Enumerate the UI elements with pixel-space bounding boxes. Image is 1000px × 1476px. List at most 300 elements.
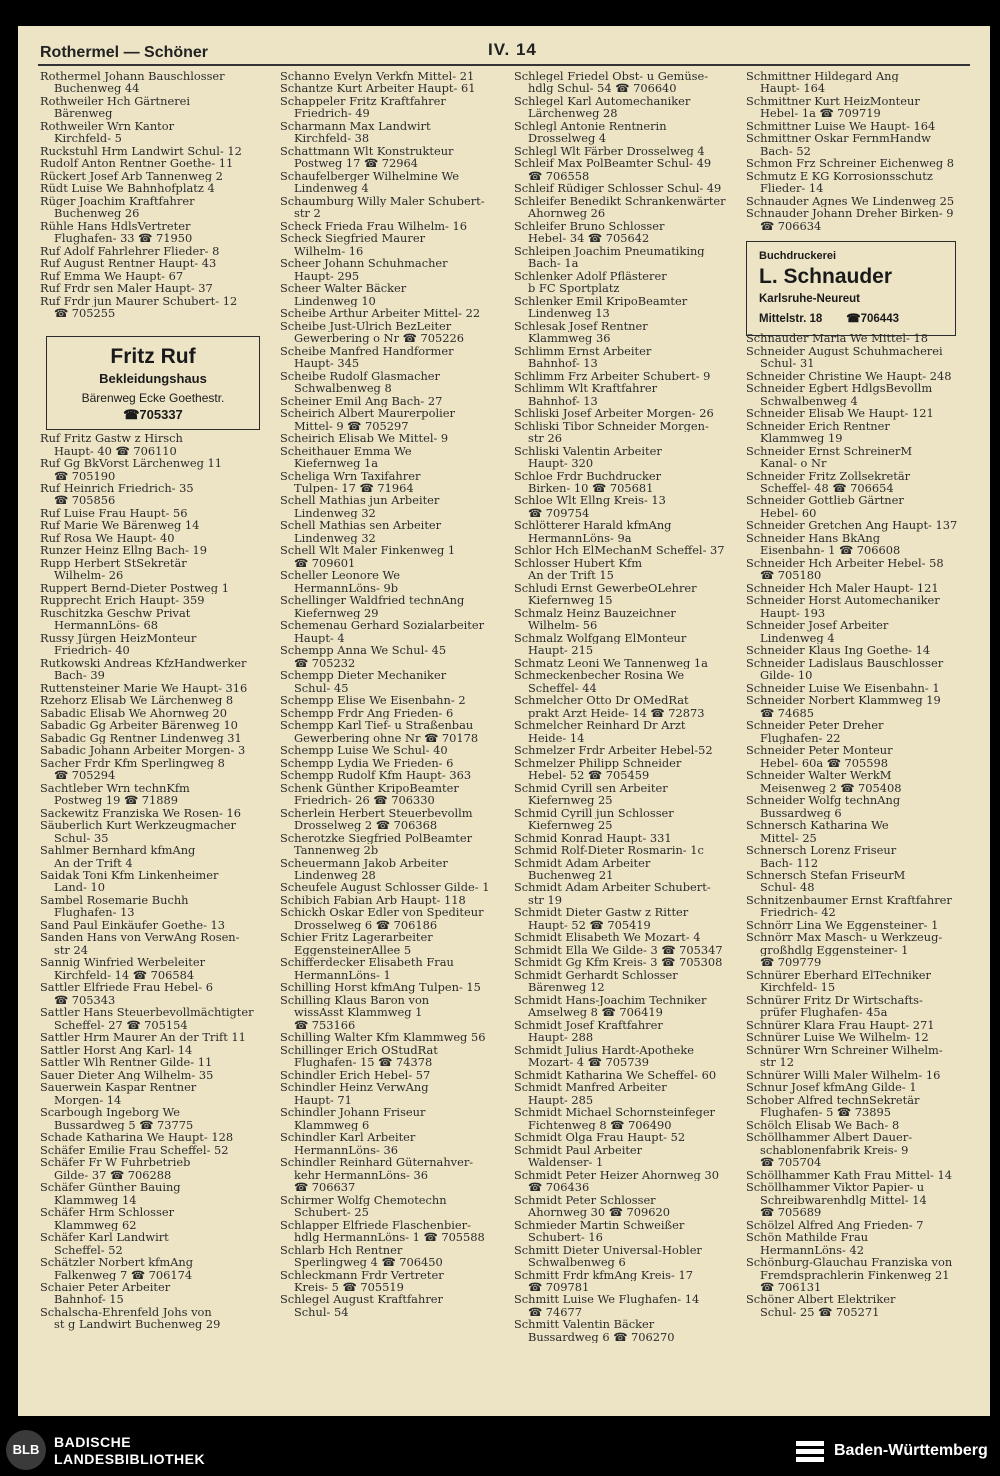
directory-entry: Schneider Erich Rentner [746,419,890,433]
directory-entry: Schöner Albert Elektriker [746,1293,896,1306]
directory-entry: Schmidt Adam Arbeiter [514,856,651,869]
directory-entry: Schempp Karl Tief- u Straßenbau [280,719,474,732]
directory-entry: Schmidt Michael Schornsteinfeger [514,1106,716,1119]
directory-entry: Schifferdecker Elisabeth Frau [280,956,454,969]
entry-continuation: Amselweg 8 ☎ 706419 [528,1006,663,1019]
directory-entry: Schmon Frz Schreiner Eichenweg 8 [746,157,954,170]
entry-continuation: Bach- 52 [760,144,811,158]
directory-entry: Schnersch Katharina We [746,819,889,832]
entry-continuation: Kiefernweg 25 [528,794,613,807]
entry-continuation: Haupt- 52 ☎ 705419 [528,918,651,932]
entry-continuation: Ahornweg 30 ☎ 709620 [528,1206,671,1219]
entry-continuation: Land- 10 [54,881,105,894]
entry-continuation: großhdlg Eggensteiner- 1 [760,943,909,957]
entry-continuation: Tulpen- 17 ☎ 71964 [294,481,414,495]
directory-entry: Schönburg-Glauchau Franziska von [746,1256,953,1269]
page-header [40,40,968,66]
entry-continuation: str 19 [528,893,562,907]
directory-entry: Schindler Heinz VerwAng [280,1081,429,1094]
directory-entry: Schell Wlt Maler Finkenweg 1 [280,544,456,557]
directory-entry: Ruf Rosa We Haupt- 40 [40,531,175,545]
directory-entry: Schneider Norbert Klammweg 19 [746,694,941,707]
directory-entry: Schlegel Karl Automechaniker [514,94,691,108]
directory-entry: Schindler Reinhard Güternahver- [280,1156,474,1169]
entry-continuation: Bärenweg [54,107,113,120]
advert-phone: ☎706443 [846,313,899,325]
entry-continuation: Lindenweg 28 [294,869,376,882]
directory-entry: Schattmann Wlt Konstrukteur [280,144,454,158]
directory-entry: Schindler Johann Friseur [280,1106,426,1119]
directory-entry: Schneider Hch Maler Haupt- 121 [746,581,939,595]
directory-entry: Schnitzenbaumer Ernst Kraftfahrer [746,893,952,907]
column-3 [514,70,746,1343]
entry-continuation: ☎ 706637 [294,1181,356,1194]
entry-continuation: Friedrich- 49 [294,107,370,120]
advert-subtitle: Bekleidungshaus [99,371,207,386]
directory-entry: Schmelcher Reinhard Dr Arzt [514,719,686,732]
directory-entry: Schmidt Elisabeth We Mozart- 4 [514,931,701,944]
entry-continuation: Buchenweg 21 [528,869,614,882]
entry-continuation: Mittel- 9 ☎ 705297 [294,419,409,433]
directory-entry: Sauer Dieter Ang Wilhelm- 35 [40,1068,214,1082]
entry-continuation: HermannLöns- 42 [760,1243,864,1257]
directory-entry: Schneider Elisab We Haupt- 121 [746,407,934,420]
entry-continuation: Haupt- 320 [528,457,594,470]
directory-entry: Scharmann Max Landwirt [280,119,431,133]
entry-continuation: ☎ 705294 [54,769,116,782]
entry-continuation: Haupt- 164 [760,82,826,95]
directory-entry: Ruckstuhl Hrm Landwirt Schul- 12 [40,144,242,158]
directory-entry: Schneider August Schuhmacherei [746,344,943,358]
directory-entry: Schleif Rüdiger Schlosser Schul- 49 [514,182,722,195]
directory-entry: Sattler Wlh Rentner Gilde- 11 [40,1056,213,1069]
directory-entry: Schlimm Wlt Kraftfahrer [514,382,658,395]
directory-entry: Schilling Klaus Baron von [280,993,430,1007]
entry-continuation: Fremdsprachlerin Finkenweg 21 [760,1268,950,1281]
directory-entry: Schneider Horst Automechaniker [746,594,940,607]
directory-entry: Sabadic Johann Arbeiter Morgen- 3 [40,744,246,757]
directory-entry: Schell Mathias jun Arbeiter [280,494,440,507]
entry-continuation: Bussardweg 6 ☎ 706270 [528,1330,675,1344]
entry-continuation: Lindenweg 4 [294,182,369,195]
directory-entry: Schempp Rudolf Kfm Haupt- 363 [280,769,472,782]
entry-continuation: Schubert- 25 [294,1206,369,1219]
directory-entry: Schloe Frdr Buchdrucker [514,469,662,482]
directory-entry: Schneider Klaus Ing Goethe- 14 [746,644,931,657]
entry-continuation: Birken- 10 ☎ 705681 [528,481,654,495]
directory-entry: Schnürer Wrn Schreiner Wilhelm- [746,1043,943,1057]
entry-continuation: Schul- 48 [760,881,815,894]
directory-entry: Schnauder Johann Dreher Birken- 9 [746,207,954,220]
directory-entry: Scheck Frieda Frau Wilhelm- 16 [280,219,467,233]
directory-entry: Schlegel Friedel Obst- u Gemüse- [514,70,709,83]
entry-continuation: Friedrich- 26 ☎ 706330 [294,794,435,807]
directory-entry: Scheuermann Jakob Arbeiter [280,856,448,869]
directory-entry: Rüger Joachim Kraftfahrer [40,194,195,208]
entry-continuation: Scheffel- 27 ☎ 705154 [54,1018,188,1032]
directory-entry: Schmidt Manfred Arbeiter [514,1081,667,1094]
directory-entry: Schempp Elise We Eisenbahn- 2 [280,694,466,707]
entry-continuation: str 24 [54,943,88,957]
directory-entry: Schmid Cyrill jun Schlosser [514,806,674,820]
directory-page [18,26,990,1416]
directory-entry: Rutkowski Andreas KfzHandwerker [40,656,247,670]
entry-continuation: Haupt- 40 ☎ 706110 [54,444,177,458]
directory-entry: Scheirich Albert Maurerpolier [280,407,455,420]
entry-continuation: Kirchfeld- 15 [760,981,836,994]
entry-continuation: Hebel- 34 ☎ 705642 [528,232,650,245]
directory-entry: Schneider Josef Arbeiter [746,619,889,632]
directory-entry: Scheck Siegfried Maurer [280,232,426,245]
entry-continuation: Meisenweg 2 ☎ 705408 [760,781,902,795]
directory-entry: Sattler Horst Ang Karl- 14 [40,1043,193,1057]
directory-entry: Schliski Tibor Schneider Morgen- [514,419,709,433]
directory-entry: Schnörr Max Masch- u Werkzeug- [746,931,943,944]
directory-entry: Sabadic Gg Arbeiter Bärenweg 10 [40,719,238,732]
directory-entry: Schmelzer Frdr Arbeiter Hebel-52 [514,744,713,757]
directory-entry: Schlegel August Kraftfahrer [280,1293,443,1306]
entry-continuation: Ahornweg 26 [528,207,606,220]
directory-entry: Schmid Rolf-Dieter Rosmarin- 1c [514,844,704,857]
directory-entry: Sabadic Gg Rentner Lindenweg 31 [40,731,242,745]
page-number: IV. 14 [488,40,537,59]
directory-entry: Schliski Valentin Arbeiter [514,444,662,458]
directory-entry: Schneider Christine We Haupt- 248 [746,369,952,383]
directory-entry: Schmidt Hans-Joachim Techniker [514,993,707,1007]
directory-entry: Ruschitzka Geschw Privat [40,606,191,620]
directory-entry: Sackewitz Franziska We Rosen- 16 [40,806,241,820]
directory-entry: Scheer Walter Bäcker [280,282,407,295]
directory-entry: Sattler Elfriede Frau Hebel- 6 [40,981,214,994]
directory-entry: Schindler Erich Hebel- 57 [280,1068,431,1082]
entry-continuation: Lärchenweg 28 [528,107,618,120]
directory-entry: Saidak Toni Kfm Linkenheimer [40,869,219,882]
entry-continuation: Hebel- 1a ☎ 709719 [760,107,881,120]
directory-entry: Sahlmer Bernhard kfmAng [40,844,196,857]
entry-continuation: Waldenser- 1 [528,1156,604,1169]
entry-continuation: ☎ 706131 [760,1280,822,1294]
entry-continuation: Kiefernweg 29 [294,606,379,620]
directory-entry: Rothweiler Hch Gärtnerei [40,94,191,108]
entry-continuation: schablonenfabrik Kreis- 9 [760,1143,909,1157]
entry-continuation: Bach- 1a [528,257,579,270]
entry-continuation: Wilhelm- 16 [294,244,364,258]
entry-continuation: Drosselweg 4 [528,132,607,145]
directory-entry: Schleifer Bruno Schlosser [514,219,665,233]
entry-continuation: Lindenweg 32 [294,531,376,545]
directory-entry: Schludi Ernst GewerbeOLehrer [514,581,697,595]
directory-entry: Schlötterer Harald kfmAng [514,519,672,532]
directory-entry: Schleif Max PolBeamter Schul- 49 [514,157,712,170]
advert-schnauder [746,241,956,336]
entry-continuation: Klammweg 36 [528,332,611,345]
entry-continuation: Hebel- 52 ☎ 705459 [528,769,650,782]
entry-continuation: Haupt- 193 [760,606,826,620]
directory-entry: Schmittner Kurt HeizMonteur [746,94,920,108]
directory-entry: Schneider Egbert HdlgsBevollm [746,382,933,395]
entry-continuation: Haupt- 71 [294,1093,352,1107]
advert-street: Mittelstr. 18 [759,313,823,325]
entry-continuation: EggensteinerAllee 5 [294,943,412,957]
entry-continuation: ☎ 709781 [528,1280,590,1294]
library-name-line-2: LANDESBIBLIOTHEK [54,1451,206,1467]
directory-entry: Schneider Luise We Eisenbahn- 1 [746,681,940,695]
footer-bar [0,1430,1000,1476]
entry-continuation: Lindenweg 32 [294,506,376,520]
directory-entry: Schneider Peter Monteur [746,744,893,757]
entry-continuation: Schul- 54 [294,1305,349,1319]
entry-continuation: Kirchfeld- 5 [54,132,122,145]
directory-entry: Schempp Luise We Schul- 40 [280,744,448,757]
entry-continuation: Gewerbering o Nr ☎ 705226 [294,332,464,345]
directory-entry: Schleckmann Frdr Vertreter [280,1268,444,1281]
entry-continuation: Haupt- 345 [294,357,360,370]
directory-entry: Sattler Hrm Maurer An der Trift 11 [40,1031,246,1044]
directory-entry: Schneider Walter WerkM [746,769,892,782]
entry-continuation: ☎ 705232 [294,656,356,670]
directory-entry: Schölch Elisab We Bach- 8 [746,1118,900,1132]
directory-entry: Schnörr Lina We Eggensteiner- 1 [746,918,939,932]
directory-entry: Schleipen Joachim Pneumatiking [514,244,705,258]
directory-entry: Scheller Leonore We [280,569,401,582]
directory-entry: Schalscha-Ehrenfeld Johs von [40,1305,212,1319]
directory-entry: Sacher Frdr Kfm Sperlingweg 8 [40,756,225,770]
entry-continuation: Schubert- 16 [528,1231,603,1244]
entry-continuation: Haupt- 295 [294,269,360,283]
entry-continuation: Klammweg 19 [760,432,843,445]
directory-entry: Schlapper Elfriede Flaschenbier- [280,1218,471,1232]
header-rule [38,64,970,66]
directory-entry: Schell Mathias sen Arbeiter [280,519,442,532]
directory-entry: Schilling Walter Kfm Klammweg 56 [280,1031,486,1044]
directory-entry: Schappeler Fritz Kraftfahrer [280,94,446,108]
entry-continuation: prakt Arzt Heide- 14 ☎ 72873 [528,706,705,720]
entry-continuation: Falkenweg 7 ☎ 706174 [54,1268,193,1281]
directory-entry: Schmidt Gg Kfm Kreis- 3 ☎ 705308 [514,956,723,969]
directory-entry: Schleifer Benedikt Schrankenwärter [514,194,726,208]
entry-continuation: str 26 [528,432,562,445]
entry-continuation: str 2 [294,207,321,220]
directory-entry: Rudolf Anton Rentner Goethe- 11 [40,157,234,170]
entry-continuation: Scheffel- 48 ☎ 706654 [760,481,894,495]
entry-continuation: Flieder- 14 [760,182,824,195]
entry-continuation: Tannenweg 2b [294,844,379,857]
entry-continuation: Klammweg 14 [54,1193,137,1207]
directory-entry: Rothermel Johann Bauschlosser [40,70,225,83]
entry-continuation: Haupt- 215 [528,644,594,657]
entry-continuation: Bahnhof- 15 [54,1293,124,1306]
directory-entry: Schneider Gottlieb Gärtner [746,494,904,507]
directory-entry: Schlenker Emil KripoBeamter [514,294,688,308]
directory-entry: Schenk Günther KripoBeamter [280,781,459,795]
directory-entry: Schäfer Hrm Schlosser [40,1206,175,1219]
entry-continuation: Friedrich- 40 [54,644,130,657]
directory-entry: Schneider Ladislaus Bauschlosser [746,656,944,670]
directory-entry: Schlegl Wlt Färber Drosselweg 4 [514,144,705,158]
directory-entry: Ruf Fritz Gastw z Hirsch [40,432,183,445]
entry-continuation: Wilhelm- 56 [528,619,598,632]
entry-continuation: Kanal- o Nr [760,457,827,470]
directory-entry: Schmidt Paul Arbeiter [514,1143,643,1157]
directory-entry: Runzer Heinz Ellng Bach- 19 [40,544,208,557]
directory-entry: Schmidt Adam Arbeiter Schubert- [514,881,711,894]
entry-continuation: Bahnhof- 13 [528,394,598,408]
directory-entry: Schlimm Ernst Arbeiter [514,344,652,358]
directory-entry: Rothweiler Wrn Kantor [40,119,175,133]
entry-continuation: Schwalbenweg 4 [760,394,858,408]
directory-entry: Schmutz E KG Korrosionsschutz [746,169,933,183]
entry-continuation: Mittel- 25 [760,831,817,845]
directory-entry: Schnauder Agnes We Lindenweg 25 [746,194,955,208]
directory-entry: Schindler Karl Arbeiter [280,1131,416,1144]
directory-entry: Schloe Wlt Ellng Kreis- 13 [514,494,666,507]
directory-entry: Schäfer Emilie Frau Scheffel- 52 [40,1143,229,1157]
directory-entry: Säuberlich Kurt Werkzeugmacher [40,819,236,832]
entry-continuation: ☎ 705255 [54,307,116,320]
directory-entry: Sambel Rosemarie Buchh [40,893,189,907]
directory-entry: Schmittner Oskar FernmHandw [746,132,931,145]
entry-continuation: ☎ 709601 [294,556,356,570]
directory-entry: Schmitt Frdr kfmAng Kreis- 17 [514,1268,693,1281]
entry-continuation: Gilde- 37 ☎ 706288 [54,1168,172,1182]
directory-entry: Schöllhammer Viktor Papier- u [746,1181,925,1194]
entry-continuation: ☎ 74685 [760,706,815,720]
directory-entry: Ruf Emma We Haupt- 67 [40,269,184,283]
directory-entry: Scherotzke Siegfried PolBeamter [280,831,473,845]
directory-entry: Schmitt Dieter Universal-Hobler [514,1243,702,1257]
directory-entry: Schäfer Fr W Fuhrbetrieb [40,1156,191,1169]
entry-continuation: Postweg 17 ☎ 72964 [294,157,419,170]
entry-continuation: st g Landwirt Buchenweg 29 [54,1318,221,1331]
entry-continuation: ☎ 705856 [54,494,116,507]
entry-continuation: Flughafen- 5 ☎ 73895 [760,1106,891,1119]
directory-entry: Schmidt Josef Kraftfahrer [514,1018,663,1032]
directory-entry: Schmidt Olga Frau Haupt- 52 [514,1131,686,1144]
entry-continuation: Bahnhof- 13 [528,357,598,370]
entry-continuation: Flughafen- 15 ☎ 74378 [294,1056,433,1069]
directory-entry: Scheirich Elisab We Mittel- 9 [280,432,449,445]
entry-continuation: HermannLöns- 36 [294,1143,398,1157]
entry-continuation: ☎ 705180 [760,569,822,582]
directory-entry: Schempp Lydia We Frieden- 6 [280,756,454,770]
entry-continuation: Scheffel- 44 [528,681,597,695]
entry-continuation: Kiefernweg 1a [294,457,379,470]
entry-continuation: ☎ 706634 [760,219,822,233]
directory-entry: Schlimm Frz Arbeiter Schubert- 9 [514,369,711,383]
directory-entry: Scheibe Rudolf Glasmacher [280,369,440,383]
directory-entry: Schmidt Dieter Gastw z Ritter [514,906,689,919]
entry-continuation: Gilde- 10 [760,669,813,682]
directory-entry: Schmid Cyrill sen Arbeiter [514,781,668,795]
directory-entry: Schillinger Erich OStudRat [280,1043,438,1057]
entry-continuation: Kirchfeld- 14 ☎ 706584 [54,968,195,982]
advert-title: L. Schnauder [759,265,893,288]
directory-entry: Schöllhammer Kath Frau Mittel- 14 [746,1168,952,1182]
directory-entry: Schmidt Gerhardt Schlosser [514,968,678,982]
advert-title: Fritz Ruf [110,345,196,368]
entry-continuation: Postweg 19 ☎ 71889 [54,794,179,807]
directory-entry: Schantze Kurt Arbeiter Haupt- 61 [280,82,476,95]
directory-entry: Schmeckenbecher Rosina We [514,669,685,682]
directory-entry: Ruf August Rentner Haupt- 43 [40,257,217,270]
directory-entry: Schaufelberger Wilhelmine We [280,169,459,183]
directory-entry: Schön Mathilde Frau [746,1231,869,1244]
entry-continuation: hdlg Schul- 54 ☎ 706640 [528,82,677,95]
directory-entry: Schneider Peter Dreher [746,719,884,732]
directory-entry: Schmidt Julius Hardt-Apotheke [514,1043,695,1057]
entry-continuation: Kreis- 5 ☎ 705519 [294,1280,404,1294]
directory-entry: Schmid Konrad Haupt- 331 [514,831,672,845]
directory-entry: Schaumburg Willy Maler Schubert- [280,194,485,208]
entry-continuation: prüfer Flughafen- 45a [760,1006,888,1019]
entry-continuation: HermannLöns- 9b [294,581,398,595]
directory-entry: Sannig Winfried Werbeleiter [40,956,206,969]
entry-continuation: ☎ 709779 [760,956,822,969]
directory-entry: Schibich Fabian Arb Haupt- 118 [280,893,466,907]
directory-entry: Scheibe Arthur Arbeiter Mittel- 22 [280,307,481,320]
directory-entry: Schneider Fritz Zollsekretär [746,469,911,482]
directory-entry: Schmitt Luise We Flughafen- 14 [514,1293,700,1306]
directory-entry: Schaier Peter Arbeiter [40,1280,171,1294]
directory-entry: Schnürer Luise We Wilhelm- 12 [746,1031,929,1044]
directory-entry: Sauerwein Kaspar Rentner [40,1081,197,1094]
entry-continuation: Schwalbenweg 8 [294,382,392,395]
directory-entry: Schempp Frdr Ang Frieden- 6 [280,706,454,720]
directory-entry: Russy Jürgen HeizMonteur [40,631,197,645]
directory-entry: Scheer Johann Schuhmacher [280,257,448,270]
entry-continuation: HermannLöns- 68 [54,619,158,632]
column-2 [280,70,512,1318]
directory-entry: Scarbough Ingeborg We [40,1106,181,1119]
entry-continuation: Mozart- 4 ☎ 705739 [528,1056,649,1069]
directory-entry: Schmittner Hildegard Ang [746,70,899,83]
directory-entry: Schäfer Karl Landwirt [40,1231,169,1244]
directory-entry: Ruttensteiner Marie We Haupt- 316 [40,681,248,695]
directory-entry: Scheibe Manfred Handformer [280,344,454,358]
entry-continuation: Friedrich- 42 [760,906,836,919]
entry-continuation: An der Trift 4 [54,856,133,869]
entry-continuation: Haupt- 285 [528,1093,594,1107]
entry-continuation: ☎ 706436 [528,1181,590,1194]
entry-continuation: Bach- 39 [54,669,105,682]
entry-continuation: str 12 [760,1056,794,1069]
advert-kind: Buchdruckerei [759,250,837,262]
blb-logo: BLB [6,1430,46,1470]
entry-continuation: Haupt- 288 [528,1031,594,1044]
entry-continuation: Kiefernweg 25 [528,819,613,832]
spacer-line [40,320,280,332]
directory-entry: Rühle Hans HdlsVertreter [40,219,191,233]
directory-entry: Rückert Josef Arb Tannenweg 2 [40,169,223,183]
directory-entry: Schnersch Lorenz Friseur [746,844,897,857]
entry-continuation: Buchenweg 44 [54,82,140,95]
directory-entry: Schnauder Maria We Mittel- 18 [746,332,928,345]
directory-entry: Rupp Herbert StSekretär [40,556,187,570]
entry-continuation: Scheffel- 52 [54,1243,123,1257]
directory-entry: Schober Alfred technSekretär [746,1093,920,1107]
library-name [54,1434,205,1468]
advert-address: Bärenweg Ecke Goethestr. [81,391,225,405]
directory-entry: Schöllhammer Albert Dauer- [746,1131,913,1144]
directory-entry: Scheiner Emil Ang Bach- 27 [280,394,443,408]
advert-phone: ☎705337 [123,407,183,422]
directory-entry: Schmelzer Philipp Schneider [514,756,682,770]
directory-entry: Sachtleber Wrn technKfm [40,781,190,795]
directory-entry: Schmelcher Otto Dr OMedRat [514,694,689,707]
directory-entry: Schilling Horst kfmAng Tulpen- 15 [280,981,481,994]
entry-continuation: Kirchfeld- 38 [294,132,370,145]
entry-continuation: b FC Sportplatz [528,282,620,295]
